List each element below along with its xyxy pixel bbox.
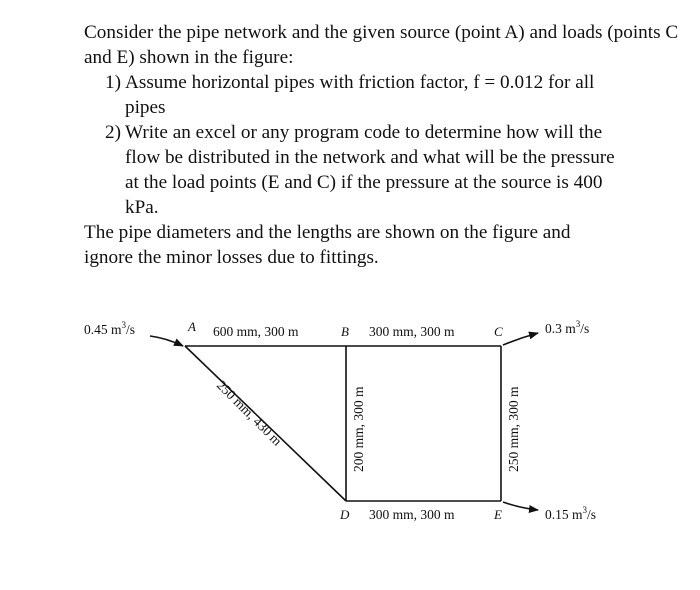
node-b-label: B xyxy=(341,324,349,339)
node-e-label: E xyxy=(494,507,502,522)
flow-base: 0.45 m xyxy=(84,322,122,337)
problem-closing: The pipe diameters and the lengths are shown on the figure and ignore the minor losses due to fittings. xyxy=(84,222,571,268)
pipe-bd-label: 200 mm, 300 m xyxy=(351,386,366,472)
problem-item-1 xyxy=(105,70,684,120)
load-c-flow-label xyxy=(545,319,589,336)
load-c-flow-arrow xyxy=(503,333,538,345)
load-e-flow-label xyxy=(545,505,596,522)
flow-suffix: /s xyxy=(580,321,590,336)
flow-suffix: /s xyxy=(126,322,136,337)
flow-base: 0.3 m xyxy=(545,321,576,336)
problem-item-2 xyxy=(105,120,684,220)
source-flow-label xyxy=(84,320,135,337)
pipe-ce-label: 250 mm, 300 m xyxy=(506,386,521,472)
item-text: Write an excel or any program code to determine how will the flow be distributed in the network and what will be the pressure at the load points (E and C) if the pressure at the source is 400 kPa. xyxy=(125,122,615,218)
source-flow-arrow xyxy=(150,336,183,346)
node-c-label: C xyxy=(494,324,503,339)
flow-exponent: 3 xyxy=(582,505,588,515)
flow-exponent: 3 xyxy=(575,319,581,329)
problem-intro: Consider the pipe network and the given source (point A) and loads (points C and E) shown in the figure: xyxy=(84,22,679,68)
item-text: Assume horizontal pipes with friction factor, f = 0.012 for all pipes xyxy=(125,72,595,118)
node-d-label: D xyxy=(340,507,350,522)
pipe-ad-label: 250 mm, 430 m xyxy=(213,377,285,449)
item-number: 1) xyxy=(105,72,121,93)
flow-exponent: 3 xyxy=(121,320,127,330)
pipe-de-label: 300 mm, 300 m xyxy=(369,507,455,522)
load-e-flow-arrow xyxy=(503,502,538,510)
item-number: 2) xyxy=(105,122,121,143)
pipe-ab-label: 600 mm, 300 m xyxy=(213,324,299,339)
node-a-label: A xyxy=(188,319,196,334)
flow-base: 0.15 m xyxy=(545,507,583,522)
problem-statement xyxy=(84,20,684,270)
pipe-network-diagram xyxy=(0,300,700,540)
flow-suffix: /s xyxy=(587,507,597,522)
pipe-bc-label: 300 mm, 300 m xyxy=(369,324,455,339)
